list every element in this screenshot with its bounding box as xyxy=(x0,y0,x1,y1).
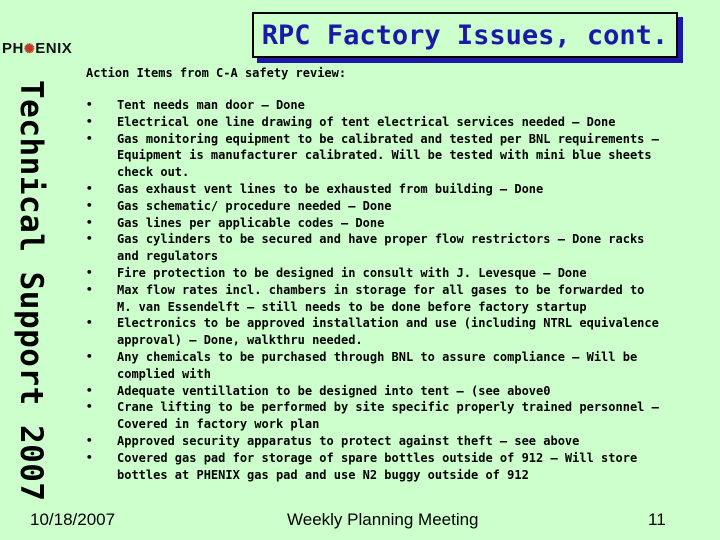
list-item-text: Tent needs man door – Done xyxy=(117,98,305,112)
list-item xyxy=(86,181,666,198)
bullet-icon: • xyxy=(86,433,93,447)
list-item-text: Electronics to be approved installation and use (including NTRL equivalence approval) – Done, walkthru needed. xyxy=(117,316,659,348)
list-item xyxy=(86,349,666,383)
bullet-icon: • xyxy=(86,265,93,279)
list-item-text: Gas schematic/ procedure needed – Done xyxy=(117,198,392,213)
list-item xyxy=(86,383,666,400)
footer-date: 10/18/2007 xyxy=(30,510,116,529)
bullet-icon: • xyxy=(86,400,93,414)
list-item-text: Gas exhaust vent lines to be exhausted from building – Done xyxy=(117,181,544,196)
bullet-icon: • xyxy=(86,232,93,246)
bullet-icon: • xyxy=(86,316,93,330)
bullet-icon: • xyxy=(86,114,93,128)
list-item-text: Electrical one line drawing of tent electrical services needed – Done xyxy=(117,114,616,129)
list-item-text: Gas cylinders to be secured and have proper flow restrictors – Done racks and regulators xyxy=(117,232,645,264)
list-item-text: Approved security apparatus to protect against theft – see above xyxy=(117,433,580,448)
side-title: Technical Support 2007 xyxy=(13,80,49,502)
page-number: 11 xyxy=(648,510,666,529)
list-item-text: Max flow rates incl. chambers in storage for all gases to be forwarded to M. van Essendelft – still needs to be done before factory startup xyxy=(117,282,645,314)
list-item xyxy=(86,131,666,181)
bullet-icon: • xyxy=(86,349,93,363)
phenix-logo xyxy=(2,40,72,57)
list-item xyxy=(86,399,666,433)
logo-text-right: ENIX xyxy=(35,40,73,57)
logo-text-left: PH xyxy=(2,40,24,57)
list-item xyxy=(86,215,666,232)
list-item xyxy=(86,198,666,215)
list-item-text: Crane lifting to be performed by site specific properly trained personnel – Covered in factory work plan xyxy=(117,400,659,432)
bullet-icon: • xyxy=(86,282,93,296)
page-title: RPC Factory Issues, cont. xyxy=(261,20,669,51)
list-item xyxy=(86,282,666,316)
bullet-icon: • xyxy=(86,131,93,145)
list-item-text: Covered gas pad for storage of spare bottles outside of 912 – Will store bottles at PHENIX gas pad and use N2 buggy outside of 912 xyxy=(117,450,638,482)
bullet-icon: • xyxy=(86,98,93,111)
list-item-text: Adequate ventillation to be designed into tent – (see above0 xyxy=(117,383,551,398)
footer-meeting-name: Weekly Planning Meeting xyxy=(287,510,479,529)
list-item-text: Gas lines per applicable codes – Done xyxy=(117,215,385,230)
list-item xyxy=(86,433,666,450)
bullet-icon: • xyxy=(86,450,93,464)
bullet-icon: • xyxy=(86,198,93,212)
list-item xyxy=(86,231,666,265)
list-item xyxy=(86,450,666,484)
phoenix-icon: ✺ xyxy=(23,41,36,56)
list-item-text: Fire protection to be designed in consult with J. Levesque – Done xyxy=(117,265,587,280)
list-item xyxy=(86,114,666,131)
list-item xyxy=(86,265,666,282)
list-item-text: Any chemicals to be purchased through BNL to assure compliance – Will be complied with xyxy=(117,349,638,381)
bullet-list xyxy=(86,97,666,483)
bullet-icon: • xyxy=(86,215,93,229)
list-item xyxy=(86,315,666,349)
list-item-text: Gas monitoring equipment to be calibrated and tested per BNL requirements – Equipment is manufacturer calibrated. Will be tested with mini blue sheets check out. xyxy=(117,131,659,180)
bullet-icon: • xyxy=(86,181,93,195)
subtitle: Action Items from C-A safety review: xyxy=(86,66,347,80)
title-box xyxy=(252,12,678,58)
bullet-icon: • xyxy=(86,383,93,397)
list-item xyxy=(86,97,666,114)
